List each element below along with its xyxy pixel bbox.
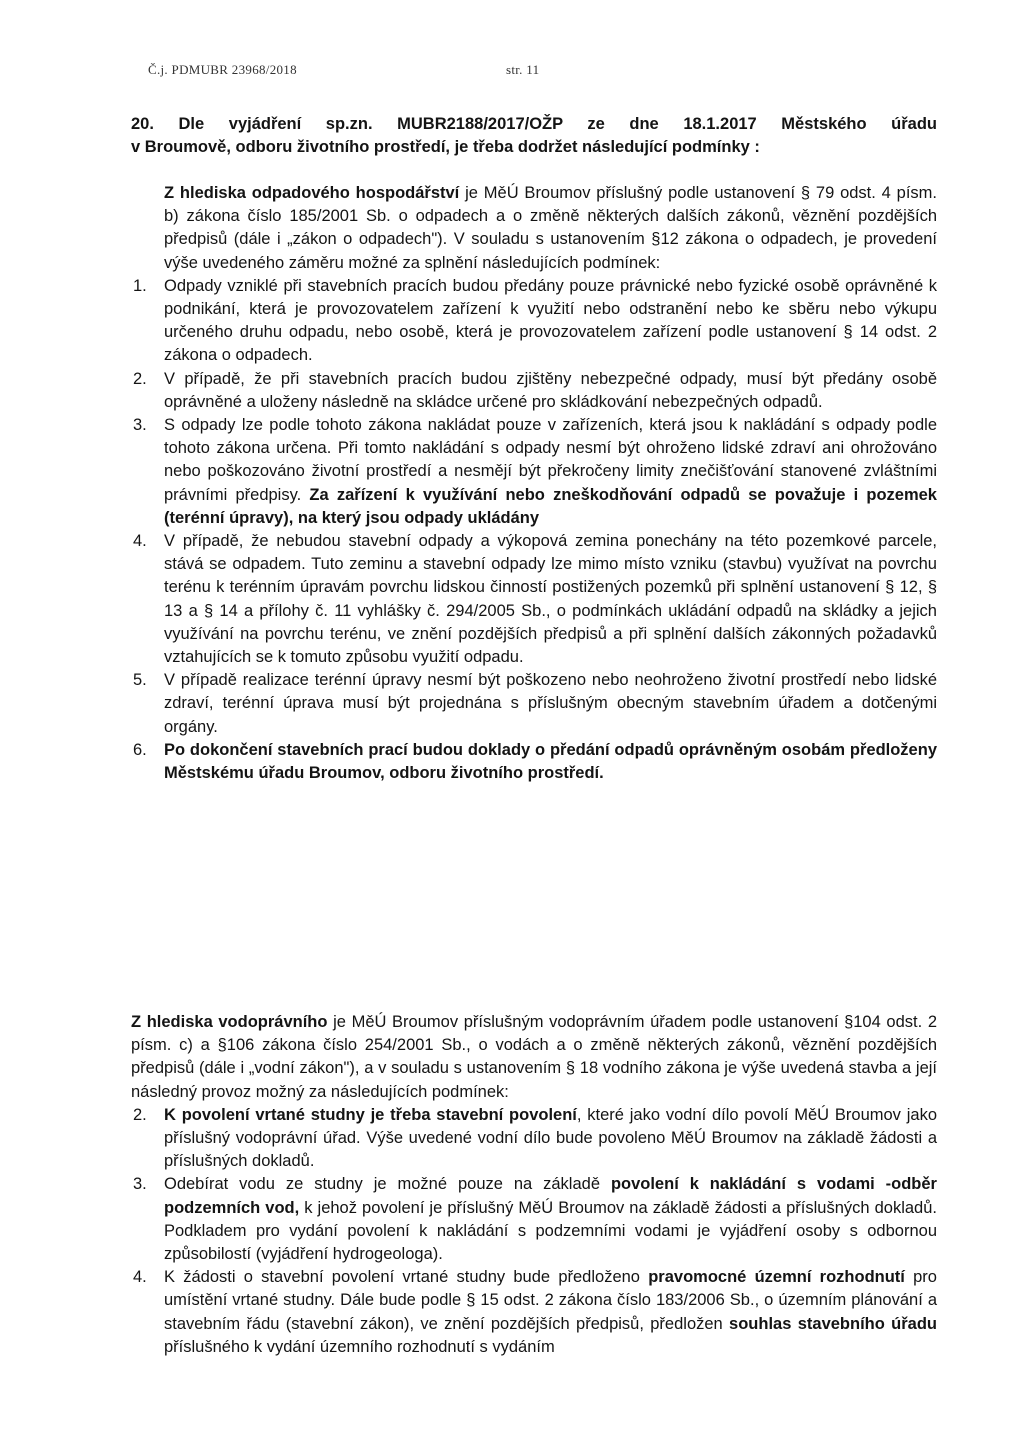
section-title <box>131 113 937 159</box>
list-number: 2. <box>133 369 147 388</box>
waste-intro-heading: Z hlediska odpadového hospodářství <box>164 184 460 202</box>
water-conditions-list <box>131 1104 937 1359</box>
list-item <box>131 1266 937 1359</box>
list-number: 6. <box>133 740 147 759</box>
list-item <box>131 414 937 530</box>
section-title-line-2: v Broumově, odboru životního prostředí, je třeba dodržet následující podmínky : <box>131 138 760 157</box>
list-item <box>131 275 937 368</box>
water-intro-heading: Z hlediska vodoprávního <box>131 1013 328 1031</box>
waste-intro <box>131 182 937 275</box>
list-item <box>131 1104 937 1174</box>
list-item <box>131 669 937 739</box>
list-text: V případě realizace terénní úpravy nesmí být poškozeno nebo neohroženo životní prostředí nebo lidské zdraví, terénní úprava musí být projednána s příslušným obecným stavebním úřadem a dotčenými orgány. <box>164 671 937 736</box>
list-item <box>131 739 937 785</box>
list-text: S odpady lze podle tohoto zákona nakládat pouze v zařízeních, která jsou k nakládání s odpady podle tohoto zákona určena. Při tomto nakládání s odpady nesmí být ohroženo lidské zdraví ani ohrožováno nebo poškozováno životní prostředí a nesmějí být překročeny limity znečišťování stanovené zvláštními právními předpisy. <box>164 416 937 504</box>
list-text: Odpady vzniklé při stavebních pracích budou předány pouze právnické nebo fyzické osobě oprávněné k podnikání, která je provozovatelem zařízení k využití nebo odstranění nebo ke sběru nebo výkupu určeného druhu odpadu, nebo osobě, která je provozovatelem zařízení podle ustanovení § 14 odst. 2 zákona o odpadech. <box>164 276 937 365</box>
water-intro-text: je MěÚ Broumov příslušným vodoprávním úřadem podle ustanovení §104 odst. 2 písm. c) a §106 zákona číslo 254/2001 Sb., o vodách a o změně některých zákonů, věznění pozdějších předpisů (dále i „vodní zákon"), a v souladu s ustanovením § 18 vodního zákona je výše uvedená stavba a její následný provoz možný za následujících podmínek: <box>131 1013 937 1101</box>
list-number: 4. <box>133 532 147 551</box>
list-number: 3. <box>133 416 147 435</box>
list-item <box>131 1173 937 1266</box>
reference-number: Č.j. PDMUBR 23968/2018 <box>148 62 297 77</box>
list-text: příslušného k vydání územního rozhodnutí s vydáním <box>164 1337 555 1356</box>
list-text: K žádosti o stavební povolení vrtané studny bude předloženo <box>164 1268 649 1287</box>
waste-intro-text: je MěÚ Broumov příslušný podle ustanovení § 79 odst. 4 písm. b) zákona číslo 185/2001 Sb. o odpadech a o změně některých dalších zákonů, věznění pozdějších předpisů (dále i „zákon o odpadech"). V souladu s ustanovením §12 zákona o odpadech, je provedení výše uvedeného záměru možné za splnění následujících podmínek: <box>164 184 938 272</box>
list-text-bold: Za zařízení k využívání nebo zneškodňování odpadů se považuje i pozemek (terénní úpravy), na který jsou odpady ukládány <box>164 485 937 527</box>
waste-conditions-list <box>131 275 937 785</box>
list-item <box>131 530 937 669</box>
list-number: 5. <box>133 671 147 690</box>
list-text-bold: Po dokončení stavebních prací budou doklady o předání odpadů oprávněným osobám předloženy Městskému úřadu Broumov, odboru životního prostředí. <box>164 740 937 783</box>
list-text: V případě, že při stavebních pracích budou zjištěny nebezpečné odpady, musí být předány osobě oprávněné a uloženy následně na skládce určené pro skládkování nebezpečných odpadů. <box>164 369 937 411</box>
water-intro <box>131 1011 937 1104</box>
list-text: , které jako vodní dílo povolí MěÚ Broumov jako příslušný vodoprávní úřad. Výše uvedené vodní dílo bude povoleno MěÚ Broumov na základě žádosti a příslušných dokladů. <box>164 1105 937 1171</box>
list-text-bold: souhlas stavebního úřadu <box>729 1314 937 1333</box>
list-text-bold: pravomocné územní rozhodnutí <box>648 1268 905 1287</box>
list-text: k jehož povolení je příslušný MěÚ Broumov na základě žádosti a příslušných dokladů. Podkladem pro vydání povolení k nakládání s podzemními vodami je vyjádření osoby s odbornou způsobilostí (vyjádření hydrogeologa). <box>164 1198 937 1264</box>
page-number: str. 11 <box>506 62 540 77</box>
list-text-bold: povolení k nakládání s vodami -odběr podzemních vod, <box>164 1175 937 1217</box>
waste-section <box>131 182 937 785</box>
page-header <box>148 62 540 78</box>
list-number: 2. <box>133 1105 147 1124</box>
list-text-bold: K povolení vrtané studny je třeba stavební povolení <box>164 1105 577 1124</box>
list-item <box>131 368 937 414</box>
list-number: 3. <box>133 1175 147 1194</box>
list-number: 1. <box>133 276 147 295</box>
list-text: Odebírat vodu ze studny je možné pouze na základě <box>164 1175 611 1194</box>
list-text: V případě, že nebudou stavební odpady a výkopová zemina ponechány na této pozemkové parcele, stává se odpadem. Tuto zeminu a stavební odpady lze mimo místo vzniku (stavbu) využívat na povrchu terénu k terénním úpravám povrchu lidskou činností postižených pozemků při splnění ustanovení § 12, § 13 a § 14 a přílohy č. 11 vyhlášky č. 294/2005 Sb., o podmínkách ukládání odpadů na skládky a jejich využívání na povrchu terénu, ve znění pozdějších předpisů a při splnění dalších zákonných požadavků vztahujících se k tomuto způsobu využití odpadu. <box>164 532 937 667</box>
list-number: 4. <box>133 1268 147 1287</box>
list-text: pro umístění vrtané studny. Dále bude podle § 15 odst. 2 zákona číslo 183/2006 Sb., o územním plánování a stavebním řádu (stavební zákon), ve znění pozdějších předpisů, předložen <box>164 1268 937 1333</box>
section-title-line-1: 20. Dle vyjádření sp.zn. MUBR2188/2017/OŽP ze dne 18.1.2017 Městského úřadu <box>131 115 937 133</box>
water-section <box>131 1011 937 1359</box>
